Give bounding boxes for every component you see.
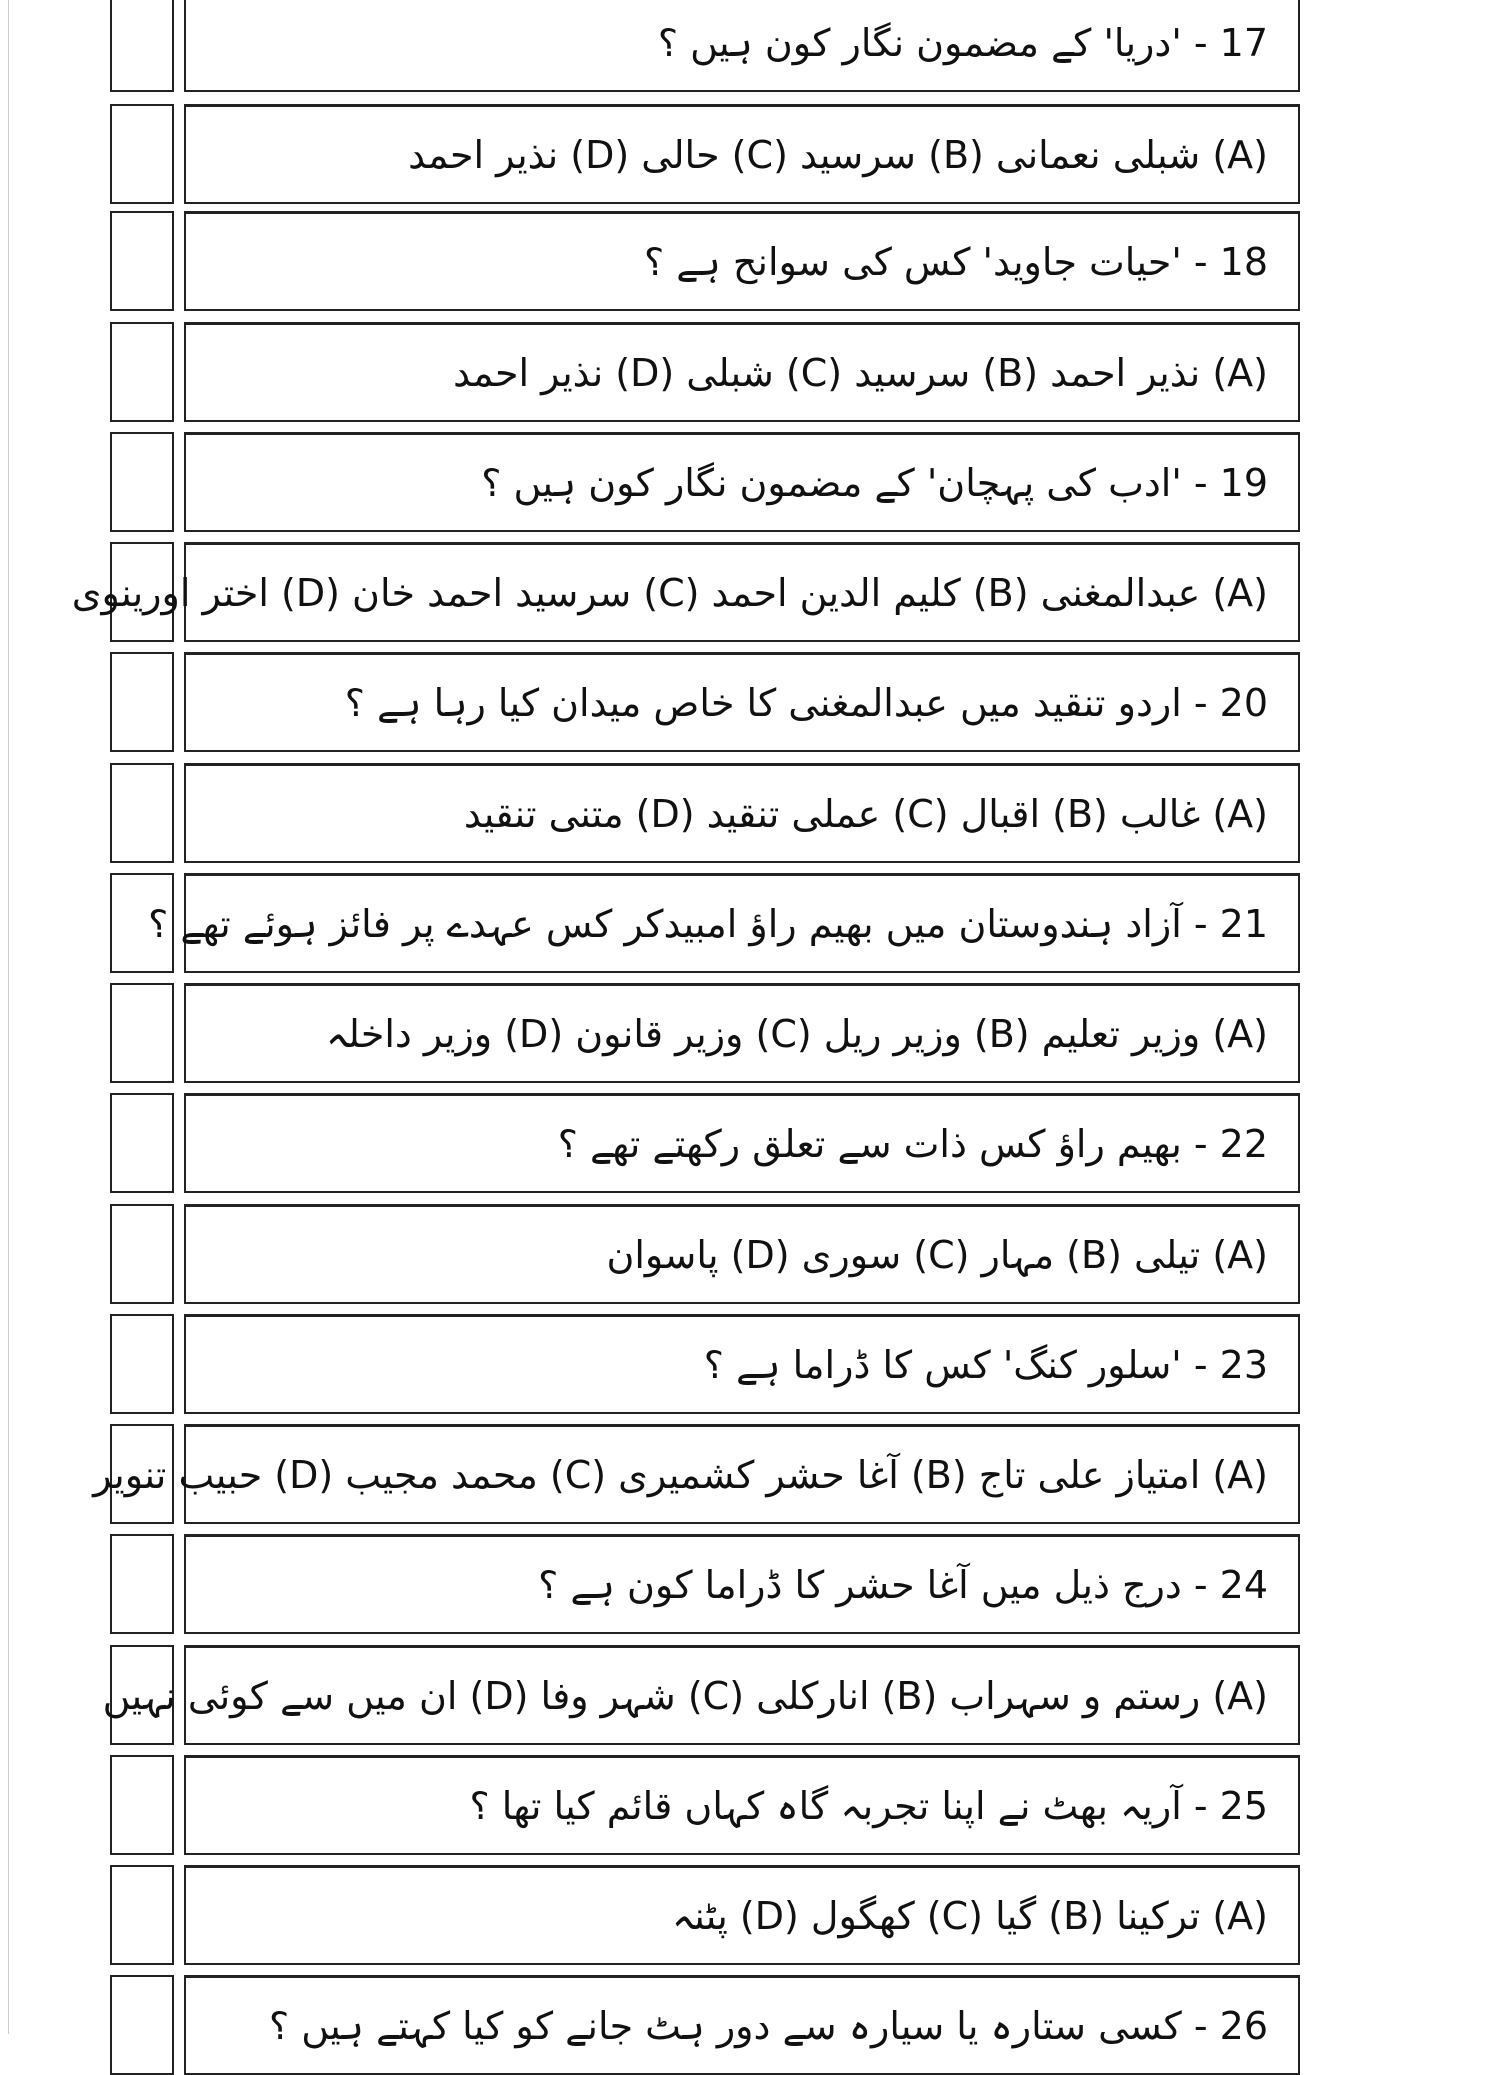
options-row <box>110 983 1300 1083</box>
answer-box[interactable] <box>110 652 174 752</box>
answer-box[interactable] <box>110 104 174 204</box>
options-text: (A) عبدالمغنی (B) کلیم الدین احمد (C) سرسید احمد خان (D) اختر اورینوی <box>71 570 1268 615</box>
answer-box[interactable] <box>110 211 174 311</box>
options-row <box>102 1645 1300 1745</box>
question-row <box>110 0 1300 92</box>
answer-box[interactable] <box>110 1534 174 1634</box>
question-text: 25 - آریہ بھٹ نے اپنا تجربہ گاہ کہاں قائم کیا تھا ؟ <box>469 1783 1268 1828</box>
question-row <box>110 211 1300 311</box>
question-row <box>110 1093 1300 1193</box>
question-text: 17 - 'دریا' کے مضمون نگار کون ہیں ؟ <box>657 20 1268 65</box>
options-text: (A) وزیر تعلیم (B) وزیر ریل (C) وزیر قانون (D) وزیر داخلہ <box>326 1011 1268 1056</box>
options-row <box>93 1424 1300 1524</box>
text-box <box>184 1865 1300 1965</box>
answer-box[interactable] <box>110 763 174 863</box>
text-box <box>184 322 1300 422</box>
answer-box[interactable] <box>110 1975 174 2075</box>
answer-box[interactable] <box>110 983 174 1083</box>
answer-box[interactable] <box>110 432 174 532</box>
options-row <box>110 104 1300 204</box>
text-box <box>93 1424 1300 1524</box>
answer-box[interactable] <box>110 1204 174 1304</box>
question-row <box>110 432 1300 532</box>
options-text: (A) تیلی (B) مہار (C) سوری (D) پاسوان <box>606 1232 1268 1277</box>
options-row <box>71 542 1300 642</box>
options-row <box>110 322 1300 422</box>
question-text: 18 - 'حیات جاوید' کس کی سوانح ہے ؟ <box>644 239 1268 284</box>
question-text: 21 - آزاد ہندوستان میں بھیم راؤ امبیدکر کس عہدے پر فائز ہوئے تھے ؟ <box>148 901 1268 946</box>
text-box <box>184 652 1300 752</box>
question-text: 26 - کسی ستارہ یا سیارہ سے دور ہٹ جانے کو کیا کہتے ہیں ؟ <box>269 2003 1268 2048</box>
question-text: 23 - 'سلور کنگ' کس کا ڈراما ہے ؟ <box>703 1342 1268 1387</box>
options-text: (A) غالب (B) اقبال (C) عملی تنقید (D) متنی تنقید <box>463 791 1268 836</box>
text-box <box>102 1645 1300 1745</box>
text-box <box>184 1204 1300 1304</box>
text-box <box>184 1755 1300 1855</box>
question-text: 24 - درج ذیل میں آغا حشر کا ڈراما کون ہے ؟ <box>538 1562 1268 1607</box>
options-text: (A) ترکینا (B) گیا (C) کھگول (D) پٹنہ <box>672 1893 1268 1938</box>
text-box <box>184 1093 1300 1193</box>
text-box <box>184 763 1300 863</box>
text-box <box>184 0 1300 92</box>
options-row <box>110 1204 1300 1304</box>
question-row <box>110 1975 1300 2075</box>
text-box <box>184 983 1300 1083</box>
text-box <box>184 432 1300 532</box>
answer-box[interactable] <box>110 322 174 422</box>
answer-box[interactable] <box>110 1865 174 1965</box>
question-text: 22 - بھیم راؤ کس ذات سے تعلق رکھتے تھے ؟ <box>557 1121 1268 1166</box>
text-box <box>184 211 1300 311</box>
question-row <box>110 1314 1300 1414</box>
question-row <box>110 652 1300 752</box>
question-row <box>110 1755 1300 1855</box>
answer-box[interactable] <box>110 0 174 92</box>
text-box <box>184 104 1300 204</box>
question-row <box>110 873 1300 973</box>
options-text: (A) نذیر احمد (B) سرسید (C) شبلی (D) نذیر احمد <box>453 350 1268 395</box>
answer-box[interactable] <box>110 1093 174 1193</box>
options-text: (A) امتیاز علی تاج (B) آغا حشر کشمیری (C) محمد مجیب (D) حبیب تنویر <box>93 1452 1268 1497</box>
page-margin-line <box>8 0 9 2034</box>
options-text: (A) شبلی نعمانی (B) سرسید (C) حالی (D) نذیر احمد <box>408 132 1268 177</box>
text-box <box>148 873 1300 973</box>
text-box <box>184 1314 1300 1414</box>
question-text: 19 - 'ادب کی پہچان' کے مضمون نگار کون ہیں ؟ <box>481 460 1268 505</box>
question-text: 20 - اردو تنقید میں عبدالمغنی کا خاص میدان کیا رہا ہے ؟ <box>344 680 1268 725</box>
answer-box[interactable] <box>110 1755 174 1855</box>
text-box <box>184 1534 1300 1634</box>
text-box <box>71 542 1300 642</box>
options-row <box>110 1865 1300 1965</box>
options-text: (A) رستم و سہراب (B) انارکلی (C) شہر وفا (D) ان میں سے کوئی نہیں <box>102 1673 1268 1718</box>
text-box <box>184 1975 1300 2075</box>
answer-box[interactable] <box>110 1314 174 1414</box>
question-row <box>110 1534 1300 1634</box>
options-row <box>110 763 1300 863</box>
